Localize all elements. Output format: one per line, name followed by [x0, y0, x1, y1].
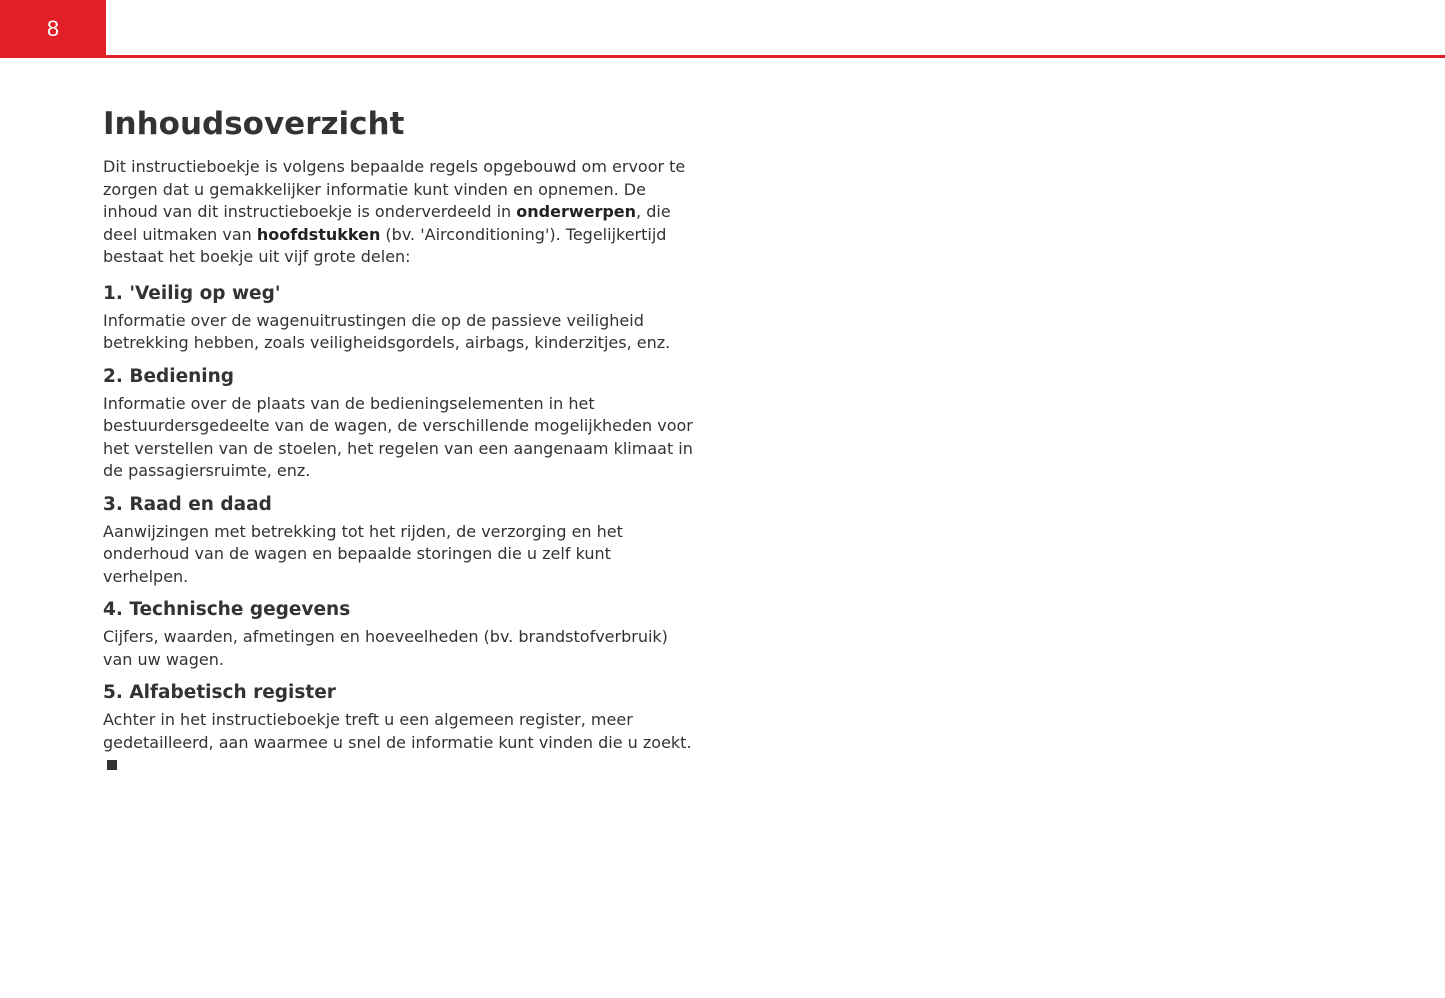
section-body-text: Achter in het instructieboekje treft u een algemeen register, meer gedetailleerd, aan waarmee u snel de informatie kunt vinden die u zoekt. [103, 710, 692, 752]
intro-text-2: , die deel uitmaken van [103, 202, 671, 244]
section-2 [103, 366, 693, 483]
page-title: Inhoudsoverzicht [103, 106, 405, 142]
section-body: Informatie over de wagenuitrustingen die op de passieve veiligheid betrekking hebben, zoals veiligheidsgordels, airbags, kinderzitjes, enz. [103, 310, 671, 352]
section-heading: 4. Technische gegevens [103, 599, 351, 620]
intro-bold-2: hoofdstukken [256, 224, 381, 244]
header-rule [106, 55, 1445, 58]
section-heading: 5. Alfabetisch register [103, 682, 336, 703]
section-4 [103, 599, 693, 671]
page-number: 8 [0, 0, 106, 58]
section-heading: 1. 'Veilig op weg' [103, 282, 281, 304]
section-heading: 2. Bediening [103, 365, 235, 387]
section-3 [103, 494, 693, 589]
intro-text-3: (bv. 'Airconditioning'). Tegelijkertijd bestaat het boekje uit vijf grote delen: [103, 224, 667, 266]
section-body-last [103, 709, 693, 777]
section-heading: 3. Raad en daad [103, 493, 272, 515]
intro-paragraph [103, 156, 693, 269]
section-body: Informatie over de plaats van de bedieningselementen in het bestuurdersgedeelte van de wagen, de verschillende mogelijkheden voor het verstellen van de stoelen, het regelen van een aangenaam klimaat in de passagiersruimte, enz. [103, 393, 693, 480]
section-body: Aanwijzingen met betrekking tot het rijden, de verzorging en het onderhoud van de wagen en bepaalde storingen die u zelf kunt verhelpen. [103, 521, 623, 586]
intro-text-1: Dit instructieboekje is volgens bepaalde regels opgebouwd om ervoor te zorgen dat u gemakkelijker informatie kunt vinden en opnemen. De inhoud van dit instructieboekje is onderverdeeld in [103, 157, 686, 221]
intro-bold-1: onderwerpen [516, 202, 637, 221]
section-5 [103, 682, 693, 777]
section-1 [103, 283, 693, 355]
content-column [103, 106, 693, 788]
end-of-section-icon [107, 760, 117, 770]
section-body: Cijfers, waarden, afmetingen en hoeveelheden (bv. brandstofverbruik) van uw wagen. [103, 627, 668, 669]
